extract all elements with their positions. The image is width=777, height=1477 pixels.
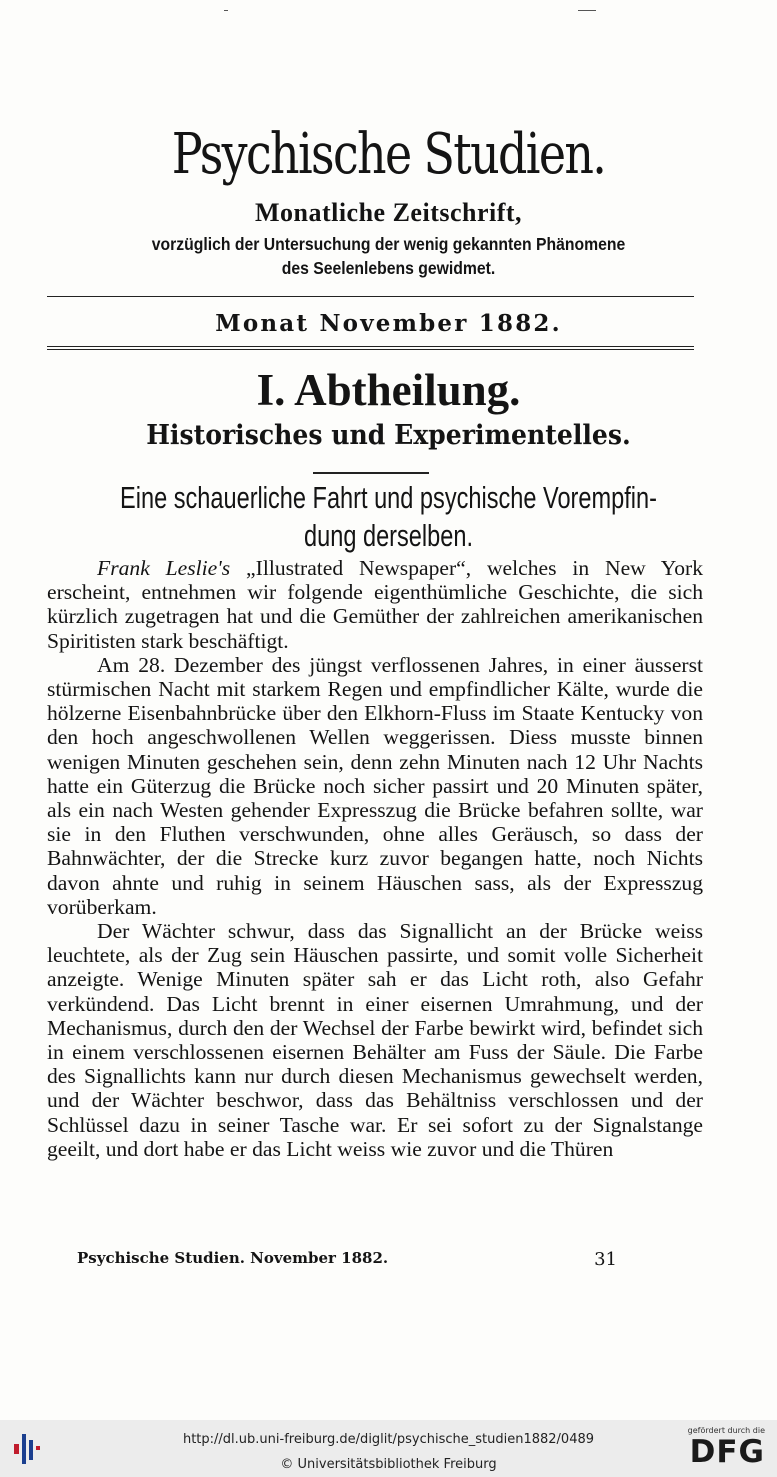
article-title-line-1: Eine schauerliche Fahrt und psychische Vorempfin- <box>120 480 657 515</box>
section-divider <box>313 472 429 474</box>
journal-title: Psychische Studien. <box>171 122 606 187</box>
header-rule-bottom-2 <box>47 349 694 350</box>
dfg-logo[interactable] <box>685 1426 765 1472</box>
dfg-funded-by-text: gefördert durch die <box>687 1426 765 1435</box>
journal-subtitle: Monatliche Zeitschrift, <box>254 198 523 227</box>
paragraph-3: Der Wächter schwur, dass das Signallicht an der Brücke weiss leuchtete, als der Zug sein Häuschen passirte, und somit volle Sicherheit anzeigte. Wenige Minuten später sah er das Licht roth, also Gefahr verkündend. Das Licht brennt in einer eisernen Umrahmung, und der Mechanismus, durch den der Wechsel der Farbe bewirkt wird, befindet sich in einem verschlossenen eisernen Behälter am Fuss der Säule. Die Farbe des Signallichts kann nur durch diesen Mechanismus gewechselt werden, und der Wächter beschwor, dass das Behältniss verschlossen und der Schlüssel dazu in seiner Tasche war. Er sei sofort zu der Signalstange geeilt, und dort habe er das Licht weiss wie zuvor und die Thüren <box>47 919 703 1161</box>
journal-description-line-2: des Seelenlebens gewidmet. <box>281 258 496 278</box>
article-body <box>47 556 703 1161</box>
page-number: 31 <box>594 1249 617 1270</box>
lead-author-name: Frank Leslie's <box>97 556 231 580</box>
section-heading: I. Abtheilung. <box>256 365 521 415</box>
page-footer <box>77 1249 617 1270</box>
paragraph-1 <box>47 556 703 653</box>
section-subheading: Historisches und Experimentelles. <box>146 420 631 451</box>
top-scan-marks <box>0 4 777 18</box>
header-rule-bottom-1 <box>47 346 694 347</box>
viewer-footer-bar <box>0 1420 777 1477</box>
article-title-line-2: dung derselben. <box>304 518 473 553</box>
copyright-notice: © Universitätsbibliothek Freiburg <box>280 1457 497 1472</box>
running-title: Psychische Studien. November 1882. <box>77 1249 389 1267</box>
header-rule-top <box>47 296 694 297</box>
paragraph-2: Am 28. Dezember des jüngst verflossenen Jahres, in einer äusserst stürmischen Nacht mit starkem Regen und empfindlicher Kälte, wurde die hölzerne Eisenbahnbrücke über den Elkhorn-Fluss im Staate Kentucky von den hoch angeschwollenen Wellen weggerissen. Diess musste binnen wenigen Minuten geschehen sein, denn zehn Minuten nach 12 Uhr Nachts hatte ein Güterzug die Brücke noch sicher passirt und 20 Minuten später, als ein nach Westen gehender Expresszug die Brücke befahren sollte, war sie in den Fluthen verschwunden, ohne alles Geräusch, so dass der Bahnwächter, der die Strecke kurz zuvor begangen hatte, noch Nichts davon ahnte und ruhig in seinem Häuschen sass, als der Expresszug vorüberkam. <box>47 652 703 919</box>
issue-month: Monat November 1882. <box>215 310 562 337</box>
journal-description-line-1: vorzüglich der Untersuchung der wenig gekannten Phänomene <box>151 234 626 254</box>
page-url-link[interactable]: http://dl.ub.uni-freiburg.de/diglit/psychische_studien1882/0489 <box>182 1432 595 1447</box>
dfg-logo-text: DFG <box>689 1434 765 1470</box>
paragraph-1-text: „Illustrated Newspaper“, welches in New York erscheint, entnehmen wir folgende eigenthümliche Geschichte, die sich kürzlich zugetragen hat und die Gemüther der zahlreichen amerikanischen Spiritisten stark beschäftigt. <box>47 556 703 653</box>
